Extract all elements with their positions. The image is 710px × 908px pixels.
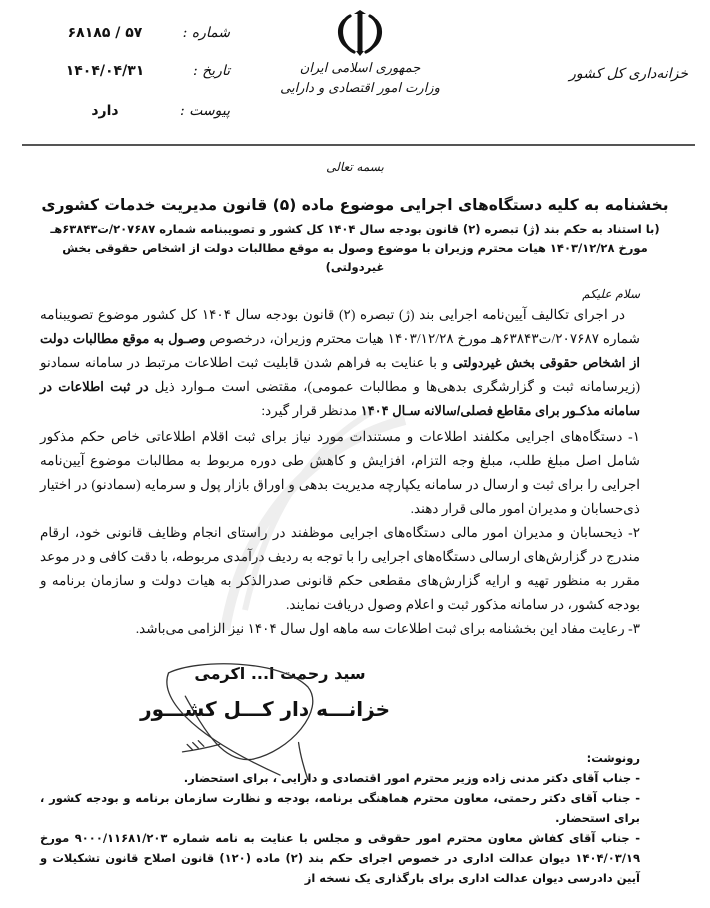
circular-title: بخشنامه به کلیه دستگاه‌های اجرایی موضوع ماده (۵) قانون مدیریت خدمات کشوری xyxy=(41,196,669,214)
iran-emblem-icon xyxy=(330,8,390,58)
letter-date-row xyxy=(40,60,230,82)
letter-attachment-label: پیوست : xyxy=(180,103,230,119)
greeting: سلام علیکم xyxy=(582,287,640,301)
letter-number-row xyxy=(40,22,230,44)
ministry-name: وزارت امور اقتصادی و دارایی xyxy=(280,81,440,96)
cc-item: - جناب آقای دکتر رحمتی، معاون محترم هماهنگی برنامه، بودجه و نظارت سازمان برنامه و بودجه کشور ، برای استحضار. xyxy=(40,791,640,825)
letter-attachment-row xyxy=(40,100,230,122)
letter-attachment-value: دارد xyxy=(91,103,119,119)
letter-date-label: تاریخ : xyxy=(192,63,230,79)
letter-date-value: ۱۴۰۴/۰۴/۳۱ xyxy=(65,63,145,79)
cc-item: - جناب آقای کفاش معاون محترم امور حقوقی و مجلس با عنایت به نامه شماره ۹۰۰۰/۱۱۶۸۱/۲۰۳ مورخ ۱۴۰۴/۰۳/۱۹ دیوان عدالت اداری در خصوص اجرای حکم بند (۲) ماده (۱۲۰) قانون اصلاح قانون تشکیلات و آیین دادرسی دیوان عدالت اداری برای بارگذاری یک نسخه از xyxy=(40,831,640,885)
list-item: ۲- ذیحسابان و مدیران امور مالی دستگاه‌های اجرایی موظفند در راستای انجام وظایف قانونی خود، ارقام مندرج در گزارش‌های ارسالی دستگاه‌های اجرایی را با توجه به ردیف درآمدی مربوطه، با دقت کافی و در موعد مقرر به منظور تهیه و ارایه گزارش‌های مقطعی حکم قانونی صدرالذکر به هیات دولت و سازمان برنامه و بودجه کشور، در سامانه مذکور ثبت و اعلام وصول دریافت نمایند. xyxy=(40,525,640,612)
organization-name: خزانه‌داری کل کشور xyxy=(569,66,688,82)
intro-bold-2: در ثبت اطلاعات در سامانه مذکـور برای مقاطع فصلی/سالانه سـال ۱۴۰۴ xyxy=(40,379,640,418)
letter-body xyxy=(0,158,710,908)
header-divider xyxy=(22,144,695,146)
letter-number-label: شماره : xyxy=(182,25,230,41)
list-item: ۳- رعایت مفاد این بخشنامه برای ثبت اطلاعات سه ماهه اول سال ۱۴۰۴ نیز الزامی می‌باشد. xyxy=(135,621,640,636)
numbered-items xyxy=(40,425,670,641)
letterhead xyxy=(0,0,710,150)
letter-number-value: ۵۷ / ۶۸۱۸۵ xyxy=(67,25,143,41)
intro-bold-1: وصـول به موقع مطالبات دولت از اشخاص حقوقی بخش غیردولتی xyxy=(40,331,640,370)
basmala: بسمه تعالی xyxy=(326,160,384,174)
cc-label: رونوشت: xyxy=(586,751,640,765)
signer-title: خزانـــه دار کـــل کشـــور xyxy=(140,697,390,721)
circular-subtitle: (با استناد به حکم بند (ژ) تبصره (۲) قانون بودجه سال ۱۴۰۴ کل کشور و تصویبنامه شماره ۲۰۷۶۸۷/ت۶۳۸۴۳هـ مورخ ۱۴۰۳/۱۲/۲۸ هیات محترم وزیران با موضوع وصول به موقع مطالبات دولت از اشخاص حقوقی بخش غیردولتی) xyxy=(50,222,660,274)
list-item: ۱- دستگاه‌های اجرایی مکلفند اطلاعات و مستندات مورد نیاز برای ثبت اقلام اطلاعاتی خاص حکم مذکور شامل اصل مبلغ طلب، مبلغ وجه التزام، افزایش و کاهش طی دوره مربوط به مطالبات موضوع آیین‌نامه اجرایی را برای ثبت و ارسال در سامانه یکپارچه مدیریت بدهی و اوراق بازار پول و سرمایه (سمادنو) در اختیار ذی‌حسابان و مدیران امور مالی قرار دهند. xyxy=(40,429,640,516)
signer-name: سید رحمت ا... اکرمی xyxy=(194,664,366,683)
intro-paragraph xyxy=(40,303,640,423)
signature-block xyxy=(40,663,670,735)
cc-item: - جناب آقای دکتر مدنی زاده وزیر محترم امور اقتصادی و دارایی ، برای استحضار. xyxy=(183,771,640,785)
intro-text-2: و با عنایت به فراهم شدن قابلیت ثبت اطلاعات مرتبط در سامانه سمادنو (زیرسامانه ثبت و گزارشگری بدهی‌ها و مطالبات عمومی)، مقتضی است مـوارد ذیل xyxy=(40,355,640,394)
intro-text-3: مدنظر قرار گیرد: xyxy=(261,403,358,418)
intro-text-1: در اجرای تکالیف آیین‌نامه اجرایی بند (ژ) تبصره (۲) قانون بودجه سال ۱۴۰۴ کل کشور موضوع تصویبنامه شماره ۲۰۷۶۸۷/ت۶۳۸۴۳هـ مورخ ۱۴۰۳/۱۲/۲۸ هیات محترم وزیران، درخصوص xyxy=(40,307,640,346)
country-name: جمهوری اسلامی ایران xyxy=(299,61,421,76)
